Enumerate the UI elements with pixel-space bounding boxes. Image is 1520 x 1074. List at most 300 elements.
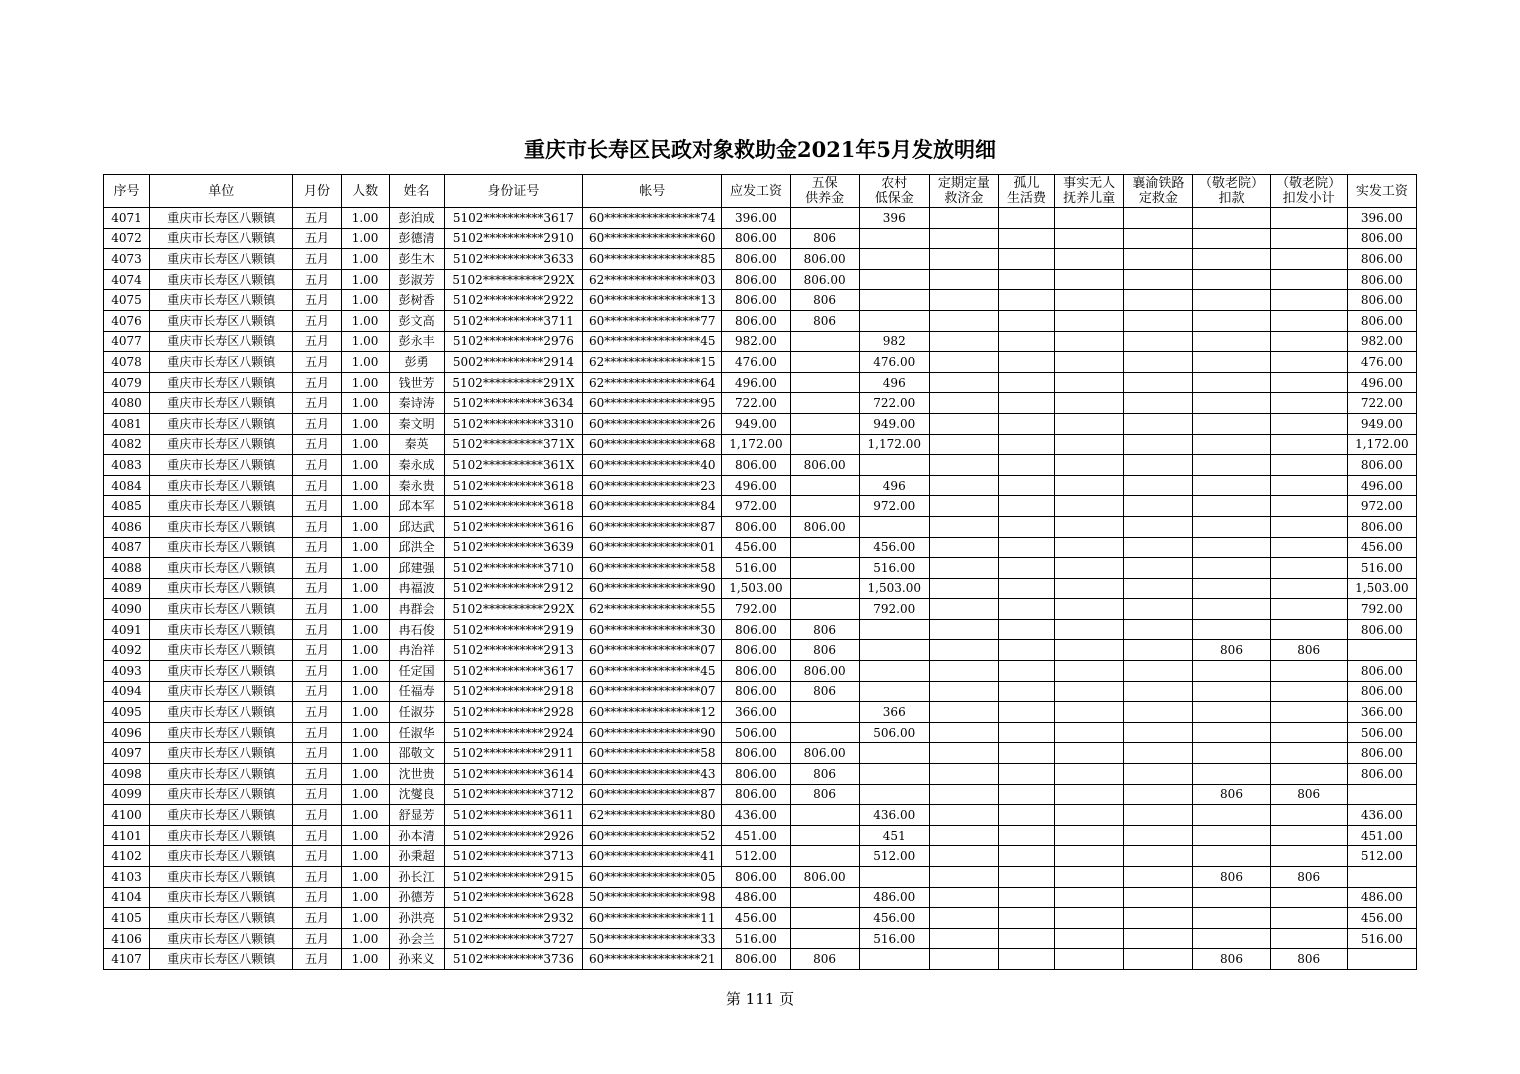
cell-month: 五月 <box>293 434 341 455</box>
cell-guer <box>998 208 1054 229</box>
cell-seq: 4097 <box>104 743 150 764</box>
cell-shishi <box>1055 558 1124 579</box>
cell-dingqi <box>929 372 998 393</box>
cell-payable: 496.00 <box>722 475 790 496</box>
cell-name: 任定国 <box>389 661 444 682</box>
cell-payable: 516.00 <box>722 558 790 579</box>
cell-seq: 4071 <box>104 208 150 229</box>
cell-jly-deduct <box>1193 352 1270 373</box>
cell-count: 1.00 <box>341 825 389 846</box>
cell-id: 5102**********292X <box>444 269 582 290</box>
cell-id: 5102**********2915 <box>444 867 582 888</box>
cell-acct: 60****************90 <box>583 578 722 599</box>
cell-payable: 949.00 <box>722 413 790 434</box>
cell-guer <box>998 928 1054 949</box>
cell-name: 任福寿 <box>389 681 444 702</box>
cell-actual: 496.00 <box>1347 372 1416 393</box>
table-row <box>104 310 1417 331</box>
cell-id: 5102**********3736 <box>444 949 582 970</box>
table-row <box>104 393 1417 414</box>
table-row <box>104 702 1417 723</box>
cell-count: 1.00 <box>341 887 389 908</box>
cell-count: 1.00 <box>341 928 389 949</box>
cell-wubao <box>790 578 859 599</box>
cell-actual: 982.00 <box>1347 331 1416 352</box>
cell-unit: 重庆市长寿区八颗镇 <box>150 558 293 579</box>
table-row <box>104 455 1417 476</box>
table-body <box>104 208 1417 970</box>
cell-dingqi <box>929 681 998 702</box>
table-row <box>104 908 1417 929</box>
cell-acct: 60****************58 <box>583 558 722 579</box>
cell-actual: 456.00 <box>1347 908 1416 929</box>
cell-dibao: 516.00 <box>859 558 929 579</box>
cell-seq: 4090 <box>104 599 150 620</box>
cell-payable: 806.00 <box>722 516 790 537</box>
cell-guer <box>998 558 1054 579</box>
cell-acct: 60****************30 <box>583 619 722 640</box>
cell-unit: 重庆市长寿区八颗镇 <box>150 310 293 331</box>
cell-shishi <box>1055 825 1124 846</box>
cell-seq: 4088 <box>104 558 150 579</box>
cell-dibao <box>859 619 929 640</box>
cell-shishi <box>1055 331 1124 352</box>
cell-acct: 60****************60 <box>583 228 722 249</box>
cell-seq: 4102 <box>104 846 150 867</box>
cell-guer <box>998 537 1054 558</box>
cell-seq: 4079 <box>104 372 150 393</box>
cell-month: 五月 <box>293 640 341 661</box>
cell-acct: 62****************80 <box>583 805 722 826</box>
cell-dibao: 456.00 <box>859 908 929 929</box>
cell-month: 五月 <box>293 928 341 949</box>
cell-shishi <box>1055 208 1124 229</box>
table-row <box>104 928 1417 949</box>
cell-acct: 60****************85 <box>583 249 722 270</box>
cell-payable: 982.00 <box>722 331 790 352</box>
cell-month: 五月 <box>293 722 341 743</box>
cell-jly-subtotal <box>1270 352 1347 373</box>
cell-jly-subtotal <box>1270 475 1347 496</box>
table-row <box>104 290 1417 311</box>
cell-wubao: 806 <box>790 640 859 661</box>
cell-seq: 4074 <box>104 269 150 290</box>
cell-guer <box>998 599 1054 620</box>
cell-id: 5102**********3310 <box>444 413 582 434</box>
cell-seq: 4078 <box>104 352 150 373</box>
table-row <box>104 661 1417 682</box>
cell-xiangyu <box>1124 455 1193 476</box>
cell-unit: 重庆市长寿区八颗镇 <box>150 413 293 434</box>
cell-id: 5102**********3611 <box>444 805 582 826</box>
cell-wubao: 806 <box>790 310 859 331</box>
cell-payable: 436.00 <box>722 805 790 826</box>
cell-guer <box>998 681 1054 702</box>
cell-dibao: 366 <box>859 702 929 723</box>
cell-count: 1.00 <box>341 393 389 414</box>
cell-name: 冉治祥 <box>389 640 444 661</box>
cell-name: 钱世芳 <box>389 372 444 393</box>
table-row <box>104 475 1417 496</box>
cell-actual: 806.00 <box>1347 681 1416 702</box>
cell-id: 5102**********3614 <box>444 764 582 785</box>
cell-wubao: 806 <box>790 228 859 249</box>
cell-guer <box>998 496 1054 517</box>
cell-jly-subtotal <box>1270 413 1347 434</box>
cell-actual: 516.00 <box>1347 558 1416 579</box>
table-header-row <box>104 175 1417 208</box>
cell-unit: 重庆市长寿区八颗镇 <box>150 640 293 661</box>
cell-jly-deduct <box>1193 413 1270 434</box>
cell-payable: 722.00 <box>722 393 790 414</box>
cell-guer <box>998 475 1054 496</box>
cell-count: 1.00 <box>341 352 389 373</box>
cell-acct: 60****************84 <box>583 496 722 517</box>
cell-count: 1.00 <box>341 784 389 805</box>
cell-xiangyu <box>1124 908 1193 929</box>
cell-seq: 4085 <box>104 496 150 517</box>
cell-month: 五月 <box>293 825 341 846</box>
cell-shishi <box>1055 908 1124 929</box>
cell-dibao: 972.00 <box>859 496 929 517</box>
cell-jly-subtotal <box>1270 393 1347 414</box>
table-row <box>104 640 1417 661</box>
cell-payable: 806.00 <box>722 249 790 270</box>
cell-guer <box>998 805 1054 826</box>
cell-xiangyu <box>1124 599 1193 620</box>
cell-name: 沈燮良 <box>389 784 444 805</box>
cell-payable: 972.00 <box>722 496 790 517</box>
cell-xiangyu <box>1124 867 1193 888</box>
cell-dibao: 436.00 <box>859 805 929 826</box>
cell-actual <box>1347 867 1416 888</box>
cell-seq: 4092 <box>104 640 150 661</box>
cell-dibao: 496 <box>859 475 929 496</box>
cell-seq: 4098 <box>104 764 150 785</box>
cell-jly-deduct <box>1193 372 1270 393</box>
cell-month: 五月 <box>293 599 341 620</box>
cell-acct: 60****************13 <box>583 290 722 311</box>
cell-unit: 重庆市长寿区八颗镇 <box>150 887 293 908</box>
cell-wubao <box>790 537 859 558</box>
cell-name: 沈世贵 <box>389 764 444 785</box>
cell-dingqi <box>929 208 998 229</box>
cell-wubao <box>790 372 859 393</box>
cell-dingqi <box>929 949 998 970</box>
cell-jly-subtotal <box>1270 887 1347 908</box>
cell-acct: 60****************58 <box>583 743 722 764</box>
cell-unit: 重庆市长寿区八颗镇 <box>150 455 293 476</box>
cell-jly-deduct <box>1193 805 1270 826</box>
cell-payable: 1,172.00 <box>722 434 790 455</box>
cell-payable: 396.00 <box>722 208 790 229</box>
cell-wubao <box>790 805 859 826</box>
cell-guer <box>998 290 1054 311</box>
cell-name: 彭生木 <box>389 249 444 270</box>
cell-xiangyu <box>1124 331 1193 352</box>
cell-shishi <box>1055 619 1124 640</box>
cell-name: 彭德清 <box>389 228 444 249</box>
table-row <box>104 867 1417 888</box>
cell-acct: 60****************07 <box>583 681 722 702</box>
cell-wubao: 806.00 <box>790 249 859 270</box>
table-row <box>104 743 1417 764</box>
cell-seq: 4100 <box>104 805 150 826</box>
cell-name: 秦英 <box>389 434 444 455</box>
cell-payable: 456.00 <box>722 537 790 558</box>
cell-payable: 1,503.00 <box>722 578 790 599</box>
cell-name: 冉福波 <box>389 578 444 599</box>
cell-dingqi <box>929 249 998 270</box>
cell-id: 5102**********2910 <box>444 228 582 249</box>
cell-wubao <box>790 352 859 373</box>
column-header-acct: 帐号 <box>583 175 722 208</box>
cell-guer <box>998 661 1054 682</box>
cell-shishi <box>1055 228 1124 249</box>
cell-payable: 806.00 <box>722 743 790 764</box>
cell-guer <box>998 908 1054 929</box>
cell-seq: 4087 <box>104 537 150 558</box>
cell-jly-deduct <box>1193 331 1270 352</box>
cell-id: 5102**********3628 <box>444 887 582 908</box>
cell-acct: 60****************45 <box>583 331 722 352</box>
cell-xiangyu <box>1124 393 1193 414</box>
cell-actual: 496.00 <box>1347 475 1416 496</box>
cell-name: 孙本清 <box>389 825 444 846</box>
cell-count: 1.00 <box>341 228 389 249</box>
cell-unit: 重庆市长寿区八颗镇 <box>150 908 293 929</box>
cell-shishi <box>1055 640 1124 661</box>
cell-unit: 重庆市长寿区八颗镇 <box>150 331 293 352</box>
cell-unit: 重庆市长寿区八颗镇 <box>150 496 293 517</box>
cell-id: 5102**********3617 <box>444 208 582 229</box>
cell-shishi <box>1055 372 1124 393</box>
cell-actual: 806.00 <box>1347 290 1416 311</box>
cell-count: 1.00 <box>341 949 389 970</box>
cell-guer <box>998 455 1054 476</box>
cell-shishi <box>1055 743 1124 764</box>
cell-xiangyu <box>1124 372 1193 393</box>
cell-jly-subtotal <box>1270 537 1347 558</box>
cell-acct: 60****************11 <box>583 908 722 929</box>
cell-id: 5102**********3713 <box>444 846 582 867</box>
cell-xiangyu <box>1124 290 1193 311</box>
cell-jly-subtotal <box>1270 455 1347 476</box>
cell-jly-deduct <box>1193 764 1270 785</box>
cell-acct: 60****************74 <box>583 208 722 229</box>
cell-dingqi <box>929 887 998 908</box>
table-row <box>104 619 1417 640</box>
cell-dingqi <box>929 290 998 311</box>
cell-id: 5102**********3616 <box>444 516 582 537</box>
cell-jly-deduct <box>1193 619 1270 640</box>
cell-acct: 60****************40 <box>583 455 722 476</box>
cell-count: 1.00 <box>341 269 389 290</box>
cell-jly-subtotal <box>1270 681 1347 702</box>
cell-name: 任淑华 <box>389 722 444 743</box>
cell-count: 1.00 <box>341 681 389 702</box>
cell-acct: 62****************03 <box>583 269 722 290</box>
table-row <box>104 516 1417 537</box>
cell-unit: 重庆市长寿区八颗镇 <box>150 269 293 290</box>
cell-xiangyu <box>1124 434 1193 455</box>
cell-wubao: 806.00 <box>790 455 859 476</box>
cell-dingqi <box>929 537 998 558</box>
cell-jly-subtotal <box>1270 372 1347 393</box>
cell-id: 5102**********3618 <box>444 475 582 496</box>
cell-jly-subtotal <box>1270 496 1347 517</box>
cell-acct: 60****************95 <box>583 393 722 414</box>
cell-acct: 62****************15 <box>583 352 722 373</box>
table-row <box>104 331 1417 352</box>
cell-seq: 4081 <box>104 413 150 434</box>
cell-shishi <box>1055 434 1124 455</box>
cell-payable: 806.00 <box>722 867 790 888</box>
cell-dingqi <box>929 661 998 682</box>
page-title: 重庆市长寿区民政对象救助金2021年5月发放明细 <box>523 137 997 162</box>
table-row <box>104 887 1417 908</box>
cell-id: 5102**********3712 <box>444 784 582 805</box>
cell-month: 五月 <box>293 887 341 908</box>
column-header-seq: 序号 <box>104 175 150 208</box>
cell-dibao: 1,503.00 <box>859 578 929 599</box>
cell-count: 1.00 <box>341 372 389 393</box>
cell-xiangyu <box>1124 249 1193 270</box>
cell-actual: 806.00 <box>1347 228 1416 249</box>
cell-payable: 806.00 <box>722 949 790 970</box>
cell-dibao: 456.00 <box>859 537 929 558</box>
cell-unit: 重庆市长寿区八颗镇 <box>150 661 293 682</box>
cell-acct: 60****************68 <box>583 434 722 455</box>
cell-count: 1.00 <box>341 764 389 785</box>
cell-month: 五月 <box>293 805 341 826</box>
table-row <box>104 784 1417 805</box>
cell-month: 五月 <box>293 619 341 640</box>
cell-guer <box>998 228 1054 249</box>
cell-month: 五月 <box>293 846 341 867</box>
cell-dingqi <box>929 331 998 352</box>
cell-count: 1.00 <box>341 619 389 640</box>
table-row <box>104 413 1417 434</box>
cell-guer <box>998 764 1054 785</box>
cell-id: 5102**********2924 <box>444 722 582 743</box>
cell-xiangyu <box>1124 887 1193 908</box>
cell-dibao: 1,172.00 <box>859 434 929 455</box>
cell-count: 1.00 <box>341 722 389 743</box>
cell-acct: 62****************55 <box>583 599 722 620</box>
cell-jly-deduct: 806 <box>1193 949 1270 970</box>
table-row <box>104 825 1417 846</box>
cell-shishi <box>1055 455 1124 476</box>
cell-acct: 50****************33 <box>583 928 722 949</box>
cell-id: 5102**********292X <box>444 599 582 620</box>
cell-actual: 806.00 <box>1347 269 1416 290</box>
cell-actual: 722.00 <box>1347 393 1416 414</box>
cell-unit: 重庆市长寿区八颗镇 <box>150 208 293 229</box>
cell-id: 5102**********2976 <box>444 331 582 352</box>
cell-dibao <box>859 269 929 290</box>
cell-guer <box>998 949 1054 970</box>
cell-jly-deduct: 806 <box>1193 640 1270 661</box>
cell-acct: 60****************77 <box>583 310 722 331</box>
cell-id: 5102**********3634 <box>444 393 582 414</box>
cell-unit: 重庆市长寿区八颗镇 <box>150 825 293 846</box>
cell-jly-deduct <box>1193 722 1270 743</box>
cell-jly-deduct <box>1193 208 1270 229</box>
cell-shishi <box>1055 805 1124 826</box>
cell-jly-deduct <box>1193 228 1270 249</box>
cell-dingqi <box>929 640 998 661</box>
cell-jly-deduct <box>1193 558 1270 579</box>
cell-guer <box>998 331 1054 352</box>
column-header-jly-subtotal: （敬老院） 扣发小计 <box>1270 175 1347 208</box>
cell-guer <box>998 640 1054 661</box>
cell-payable: 806.00 <box>722 290 790 311</box>
cell-count: 1.00 <box>341 290 389 311</box>
cell-dingqi <box>929 269 998 290</box>
cell-name: 邱本军 <box>389 496 444 517</box>
cell-seq: 4076 <box>104 310 150 331</box>
cell-dibao <box>859 455 929 476</box>
cell-id: 5102**********2932 <box>444 908 582 929</box>
cell-wubao: 806.00 <box>790 661 859 682</box>
cell-month: 五月 <box>293 908 341 929</box>
cell-jly-subtotal <box>1270 558 1347 579</box>
cell-jly-deduct <box>1193 290 1270 311</box>
cell-actual: 806.00 <box>1347 516 1416 537</box>
cell-unit: 重庆市长寿区八颗镇 <box>150 393 293 414</box>
cell-unit: 重庆市长寿区八颗镇 <box>150 949 293 970</box>
cell-payable: 806.00 <box>722 269 790 290</box>
cell-xiangyu <box>1124 805 1193 826</box>
cell-jly-subtotal <box>1270 661 1347 682</box>
cell-id: 5102**********3710 <box>444 558 582 579</box>
cell-wubao: 806 <box>790 681 859 702</box>
cell-acct: 60****************05 <box>583 867 722 888</box>
cell-name: 孙长江 <box>389 867 444 888</box>
cell-shishi <box>1055 413 1124 434</box>
cell-count: 1.00 <box>341 558 389 579</box>
cell-count: 1.00 <box>341 867 389 888</box>
cell-seq: 4082 <box>104 434 150 455</box>
cell-actual: 396.00 <box>1347 208 1416 229</box>
cell-payable: 792.00 <box>722 599 790 620</box>
cell-jly-subtotal <box>1270 743 1347 764</box>
cell-actual: 972.00 <box>1347 496 1416 517</box>
cell-month: 五月 <box>293 784 341 805</box>
cell-shishi <box>1055 702 1124 723</box>
cell-dingqi <box>929 434 998 455</box>
cell-id: 5102**********371X <box>444 434 582 455</box>
cell-dingqi <box>929 908 998 929</box>
cell-dingqi <box>929 228 998 249</box>
cell-payable: 806.00 <box>722 619 790 640</box>
table-row <box>104 722 1417 743</box>
cell-id: 5102**********2913 <box>444 640 582 661</box>
cell-month: 五月 <box>293 516 341 537</box>
cell-name: 舒显芳 <box>389 805 444 826</box>
cell-month: 五月 <box>293 661 341 682</box>
cell-jly-subtotal <box>1270 702 1347 723</box>
cell-shishi <box>1055 887 1124 908</box>
cell-wubao <box>790 846 859 867</box>
cell-jly-subtotal <box>1270 805 1347 826</box>
cell-dibao <box>859 516 929 537</box>
cell-dingqi <box>929 702 998 723</box>
cell-unit: 重庆市长寿区八颗镇 <box>150 372 293 393</box>
table-row <box>104 269 1417 290</box>
cell-actual: 806.00 <box>1347 619 1416 640</box>
